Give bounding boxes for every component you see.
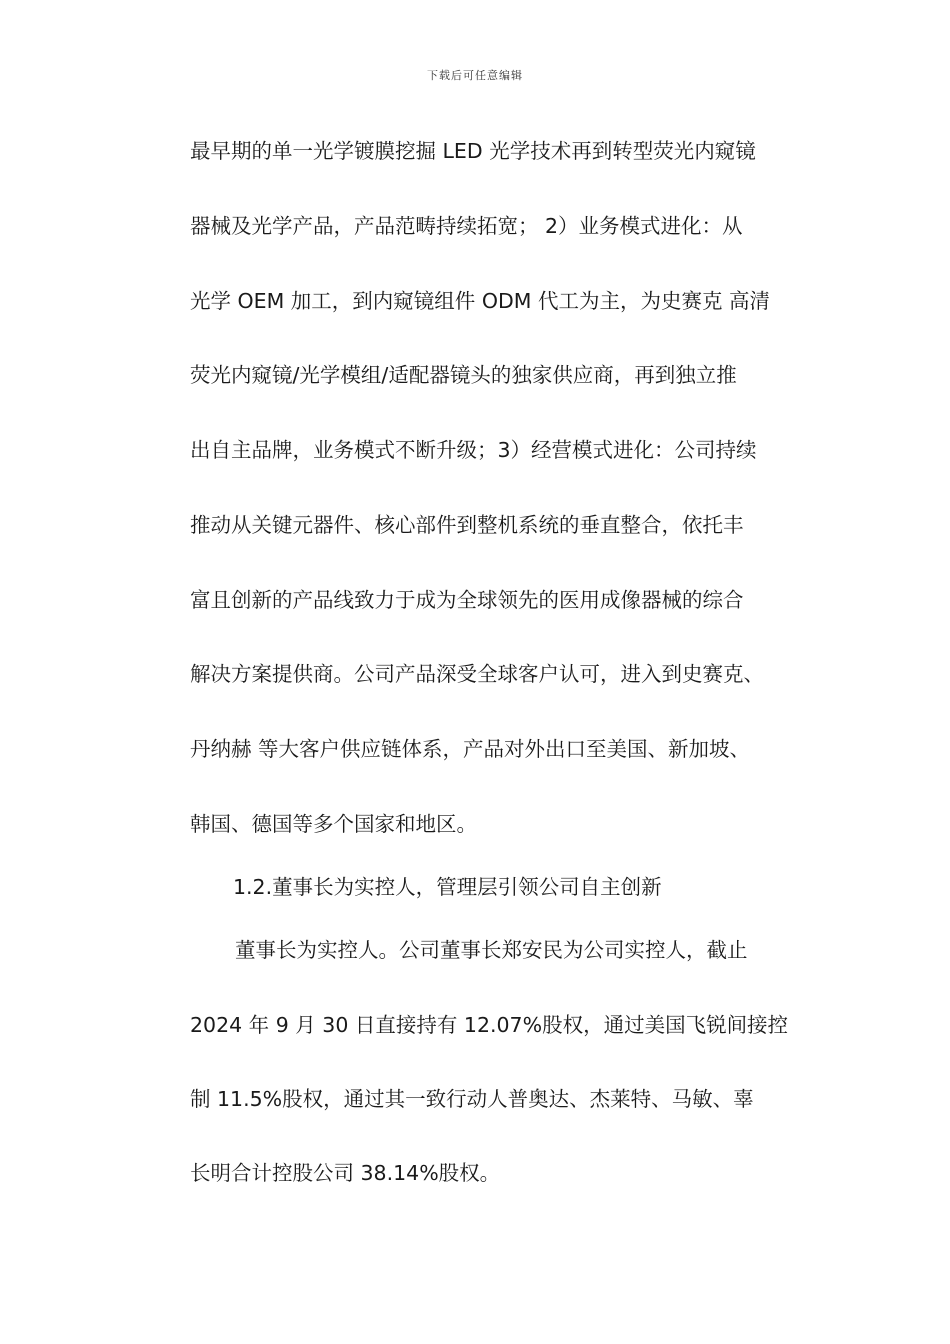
paragraph-line: 器械及光学产品，产品范畴持续拓宽； 2）业务模式进化：从: [190, 214, 743, 238]
paragraph-line: 制 11.5%股权，通过其一致行动人普奥达、杰莱特、马敏、辜: [190, 1087, 754, 1111]
paragraph-line: 光学 OEM 加工，到内窥镜组件 ODM 代工为主，为史赛克 高清: [190, 289, 770, 313]
paragraph-line: 丹纳赫 等大客户供应链体系，产品对外出口至美国、新加坡、: [190, 737, 751, 761]
section-heading: 1.2.董事长为实控人，管理层引领公司自主创新: [233, 875, 662, 899]
paragraph-line: 2024 年 9 月 30 日直接持有 12.07%股权，通过美国飞锐间接控: [190, 1013, 789, 1037]
paragraph-line: 韩国、德国等多个国家和地区。: [190, 812, 477, 836]
paragraph-line: 富且创新的产品线致力于成为全球领先的医用成像器械的综合: [190, 588, 744, 612]
paragraph-line: 解决方案提供商。公司产品深受全球客户认可，进入到史赛克、: [190, 662, 764, 686]
paragraph-line: 推动从关键元器件、核心部件到整机系统的垂直整合，依托丰: [190, 513, 744, 537]
paragraph-line: 长明合计控股公司 38.14%股权。: [190, 1161, 501, 1185]
paragraph-line: 出自主品牌，业务模式不断升级；3）经营模式进化：公司持续: [190, 438, 757, 462]
paragraph-line: 董事长为实控人。公司董事长郑安民为公司实控人，截止: [235, 938, 748, 962]
paragraph-line: 荧光内窥镜/光学模组/适配器镜头的独家供应商，再到独立推: [190, 363, 737, 387]
page-header: 下载后可任意编辑: [427, 69, 523, 82]
paragraph-line: 最早期的单一光学镀膜挖掘 LED 光学技术再到转型荧光内窥镜: [190, 139, 756, 163]
